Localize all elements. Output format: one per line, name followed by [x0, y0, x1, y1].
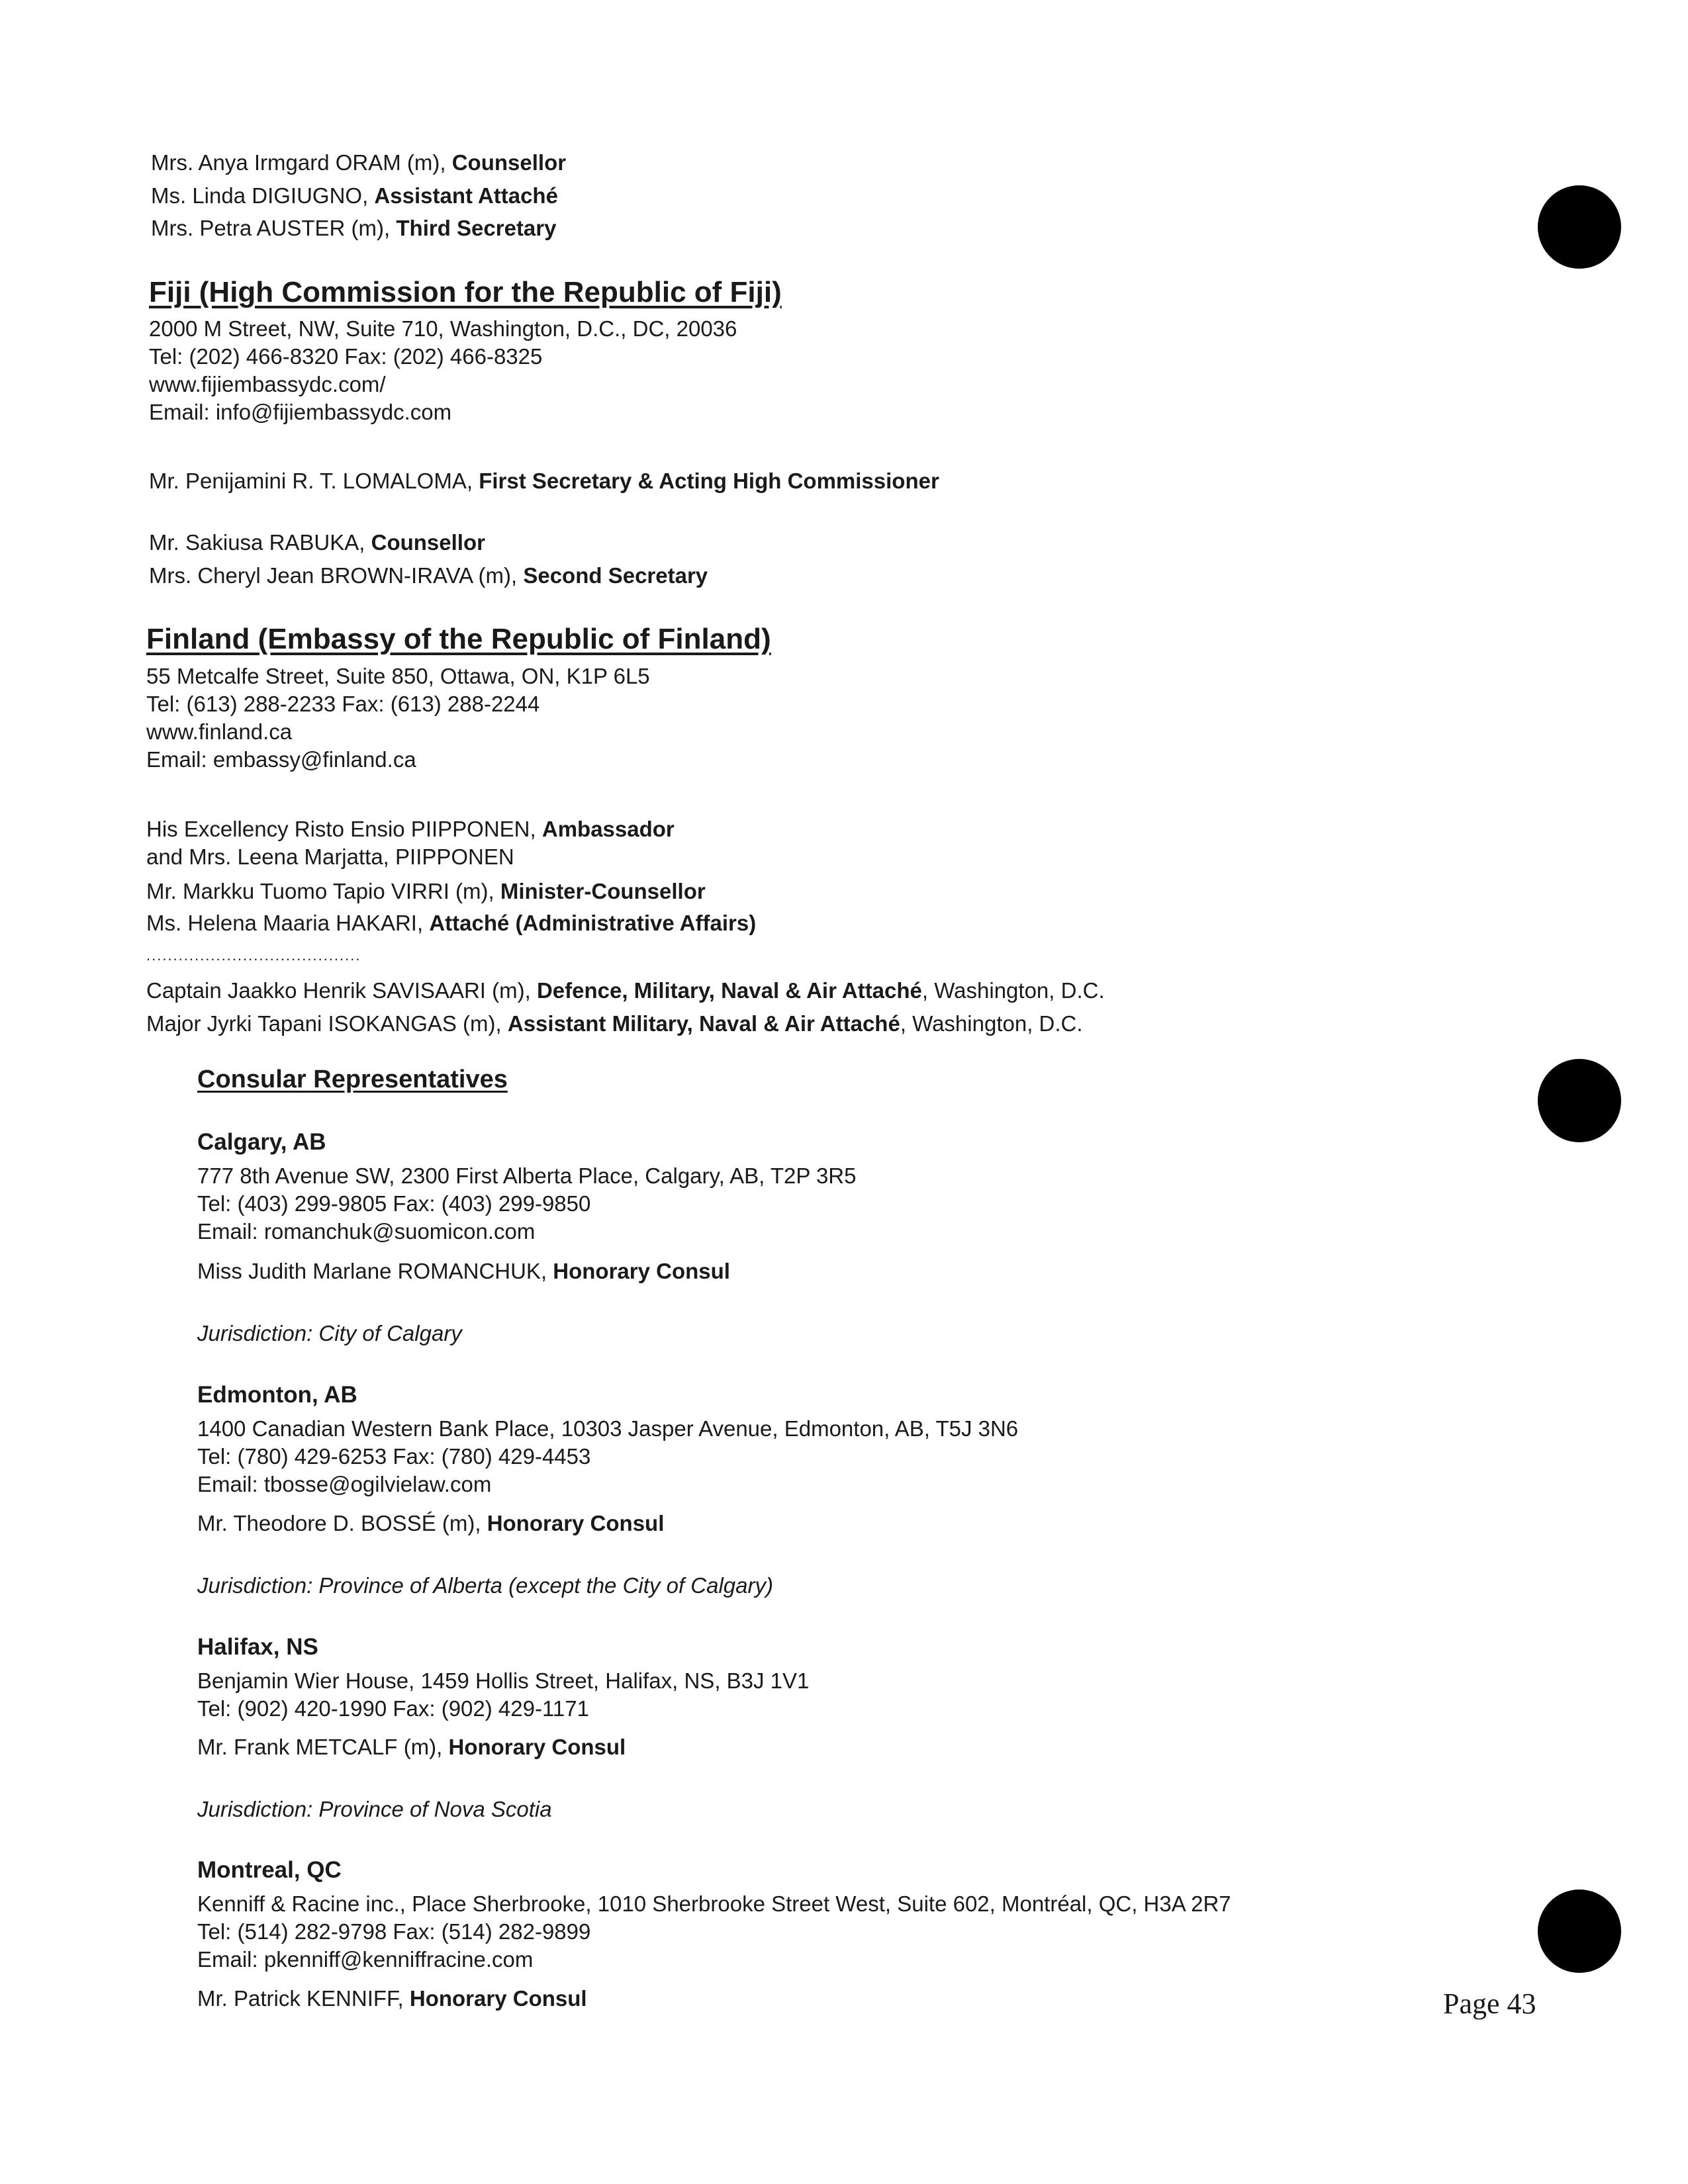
office-city: Montreal, QC: [197, 1857, 342, 1883]
office-email: Email: pkenniff@kenniffracine.com: [197, 1947, 534, 1972]
staff-line: Captain Jaakko Henrik SAVISAARI (m), Defence, Military, Naval & Air Attaché, Washington, D.C.: [146, 978, 1105, 1003]
office-address: 777 8th Avenue SW, 2300 First Alberta Place, Calgary, AB, T2P 3R5: [197, 1163, 857, 1188]
office-person: Mr. Patrick KENNIFF, Honorary Consul: [197, 1986, 587, 2011]
fiji-heading: Fiji (High Commission for the Republic of Fiji): [149, 276, 782, 308]
fiji-email: Email: info@fijiembassydc.com: [149, 400, 452, 424]
fiji-phone: Tel: (202) 466-8320 Fax: (202) 466-8325: [149, 344, 543, 369]
office-phone: Tel: (780) 429-6253 Fax: (780) 429-4453: [197, 1444, 591, 1469]
finland-heading: Finland (Embassy of the Republic of Finland): [146, 623, 771, 655]
staff-line: Major Jyrki Tapani ISOKANGAS (m), Assistant Military, Naval & Air Attaché, Washington, D.C.: [146, 1011, 1083, 1036]
staff-line: Mrs. Petra AUSTER (m), Third Secretary: [151, 216, 557, 240]
office-person: Miss Judith Marlane ROMANCHUK, Honorary Consul: [197, 1259, 730, 1283]
office-city: Edmonton, AB: [197, 1382, 357, 1408]
staff-line: Mrs. Anya Irmgard ORAM (m), Counsellor: [151, 150, 567, 175]
punch-hole-top: [1538, 185, 1621, 269]
fiji-website: www.fijiembassydc.com/: [149, 372, 386, 396]
office-person: Mr. Frank METCALF (m), Honorary Consul: [197, 1735, 626, 1759]
office-city: Calgary, AB: [197, 1129, 326, 1155]
office-address: Benjamin Wier House, 1459 Hollis Street, Halifax, NS, B3J 1V1: [197, 1668, 810, 1693]
office-email: Email: romanchuk@suomicon.com: [197, 1219, 536, 1244]
office-city: Halifax, NS: [197, 1634, 318, 1660]
staff-line: Mr. Sakiusa RABUKA, Counsellor: [149, 530, 485, 555]
punch-hole-bottom: [1538, 1889, 1621, 1973]
finland-email: Email: embassy@finland.ca: [146, 747, 416, 772]
office-phone: Tel: (403) 299-9805 Fax: (403) 299-9850: [197, 1191, 591, 1216]
consular-heading: Consular Representatives: [197, 1066, 508, 1093]
office-address: 1400 Canadian Western Bank Place, 10303 Jasper Avenue, Edmonton, AB, T5J 3N6: [197, 1416, 1019, 1441]
office-person: Mr. Theodore D. BOSSÉ (m), Honorary Consul: [197, 1511, 665, 1535]
staff-line: Mr. Markku Tuomo Tapio VIRRI (m), Minister-Counsellor: [146, 879, 706, 903]
office-jurisdiction: Jurisdiction: City of Calgary: [197, 1321, 462, 1345]
punch-hole-middle: [1538, 1059, 1621, 1142]
finland-phone: Tel: (613) 288-2233 Fax: (613) 288-2244: [146, 692, 540, 716]
office-address: Kenniff & Racine inc., Place Sherbrooke, 1010 Sherbrooke Street West, Suite 602, Montréal, QC, H3A 2R7: [197, 1891, 1231, 1916]
office-phone: Tel: (514) 282-9798 Fax: (514) 282-9899: [197, 1919, 591, 1944]
staff-line: and Mrs. Leena Marjatta, PIIPPONEN: [146, 844, 514, 869]
staff-line: Mrs. Cheryl Jean BROWN-IRAVA (m), Second Secretary: [149, 563, 708, 588]
office-jurisdiction: Jurisdiction: Province of Nova Scotia: [197, 1797, 552, 1821]
office-email: Email: tbosse@ogilvielaw.com: [197, 1472, 492, 1496]
finland-website: www.finland.ca: [146, 719, 293, 744]
office-jurisdiction: Jurisdiction: Province of Alberta (except the City of Calgary): [197, 1573, 773, 1598]
office-phone: Tel: (902) 420-1990 Fax: (902) 429-1171: [197, 1696, 589, 1721]
dotted-separator: ........................................: [146, 947, 361, 964]
staff-line: Mr. Penijamini R. T. LOMALOMA, First Secretary & Acting High Commissioner: [149, 469, 939, 493]
staff-line: Ms. Helena Maaria HAKARI, Attaché (Administrative Affairs): [146, 911, 757, 935]
finland-address: 55 Metcalfe Street, Suite 850, Ottawa, ON, K1P 6L5: [146, 664, 650, 688]
page-number: Page 43: [1443, 1987, 1536, 2020]
fiji-address: 2000 M Street, NW, Suite 710, Washington, D.C., DC, 20036: [149, 316, 737, 341]
staff-line: Ms. Linda DIGIUGNO, Assistant Attaché: [151, 183, 558, 208]
staff-line: His Excellency Risto Ensio PIIPPONEN, Ambassador: [146, 817, 675, 841]
